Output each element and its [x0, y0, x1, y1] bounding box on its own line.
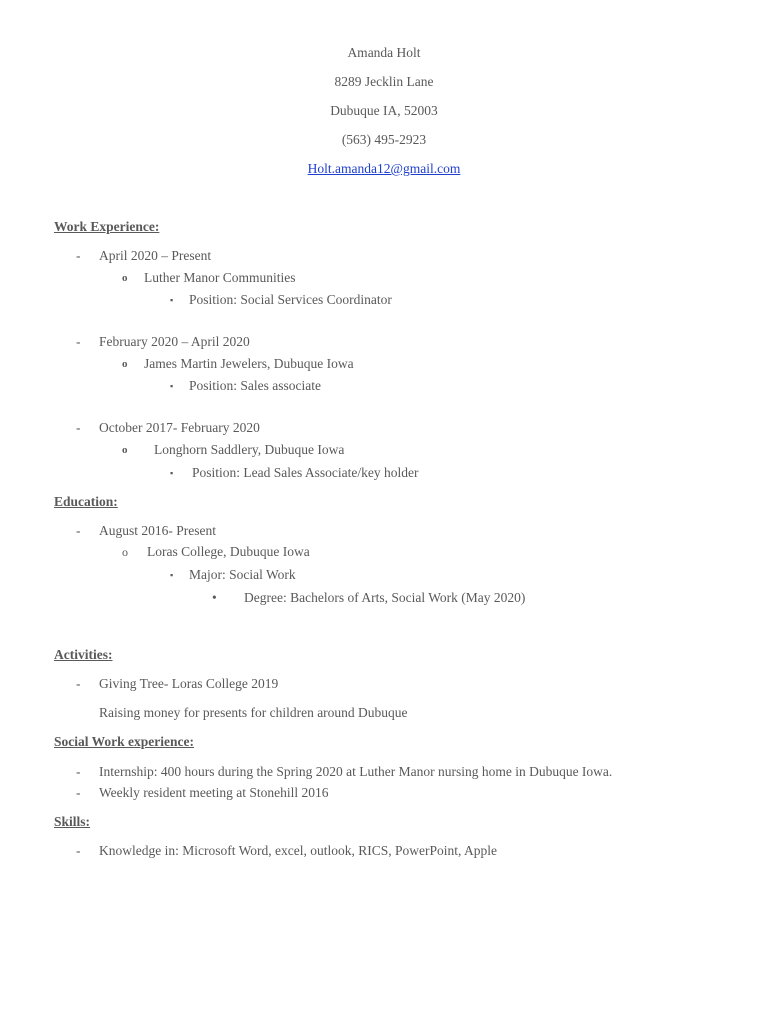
- social-work-item: Internship: 400 hours during the Spring 2020 at Luther Manor nursing home in Dubuque Iowa.: [99, 764, 613, 779]
- social-work-item: Weekly resident meeting at Stonehill 2016: [99, 785, 329, 800]
- o-bullet: o: [122, 444, 128, 456]
- square-bullet: ▪: [170, 468, 174, 478]
- activity-item: Giving Tree- Loras College 2019: [99, 676, 279, 691]
- activities-heading: Activities:: [54, 647, 113, 662]
- activity-detail: Raising money for presents for children around Dubuque: [99, 705, 408, 720]
- email-link[interactable]: Holt.amanda12@gmail.com: [307, 161, 461, 176]
- education-dates: August 2016- Present: [99, 523, 216, 538]
- education-degree: Degree: Bachelors of Arts, Social Work (May 2020): [244, 590, 526, 605]
- dash-bullet: -: [76, 843, 81, 858]
- street-address: 8289 Jecklin Lane: [334, 74, 434, 89]
- skills-item: Knowledge in: Microsoft Word, excel, outlook, RICS, PowerPoint, Apple: [99, 843, 498, 858]
- dash-bullet: -: [76, 785, 81, 800]
- o-bullet: o: [122, 358, 128, 370]
- email-container: [0, 160, 768, 178]
- dot-bullet: •: [212, 590, 217, 605]
- o-bullet: o: [122, 272, 128, 284]
- dash-bullet: -: [76, 334, 81, 349]
- dash-bullet: -: [76, 676, 81, 691]
- square-bullet: ▪: [170, 381, 174, 391]
- job-dates: February 2020 – April 2020: [99, 334, 250, 349]
- square-bullet: ▪: [170, 570, 174, 580]
- job-employer: Luther Manor Communities: [144, 270, 296, 285]
- dash-bullet: -: [76, 248, 81, 263]
- o-bullet: o: [122, 545, 128, 559]
- job-employer: Longhorn Saddlery, Dubuque Iowa: [154, 442, 345, 457]
- job-position: Position: Lead Sales Associate/key holder: [192, 465, 419, 480]
- dash-bullet: -: [76, 420, 81, 435]
- resume-name: Amanda Holt: [347, 45, 421, 60]
- skills-heading: Skills:: [54, 814, 91, 829]
- job-employer: James Martin Jewelers, Dubuque Iowa: [144, 356, 354, 371]
- education-major: Major: Social Work: [189, 567, 296, 582]
- work-experience-heading: Work Experience:: [54, 219, 160, 234]
- job-dates: October 2017- February 2020: [99, 420, 260, 435]
- square-bullet: ▪: [170, 295, 174, 305]
- job-position: Position: Social Services Coordinator: [189, 292, 392, 307]
- education-school: Loras College, Dubuque Iowa: [147, 544, 310, 559]
- phone-number: (563) 495-2923: [341, 132, 427, 147]
- social-work-heading: Social Work experience:: [54, 734, 194, 749]
- dash-bullet: -: [76, 764, 81, 779]
- city-state-zip: Dubuque IA, 52003: [330, 103, 438, 118]
- dash-bullet: -: [76, 523, 81, 538]
- job-position: Position: Sales associate: [189, 378, 321, 393]
- job-dates: April 2020 – Present: [99, 248, 212, 263]
- education-heading: Education:: [54, 494, 118, 509]
